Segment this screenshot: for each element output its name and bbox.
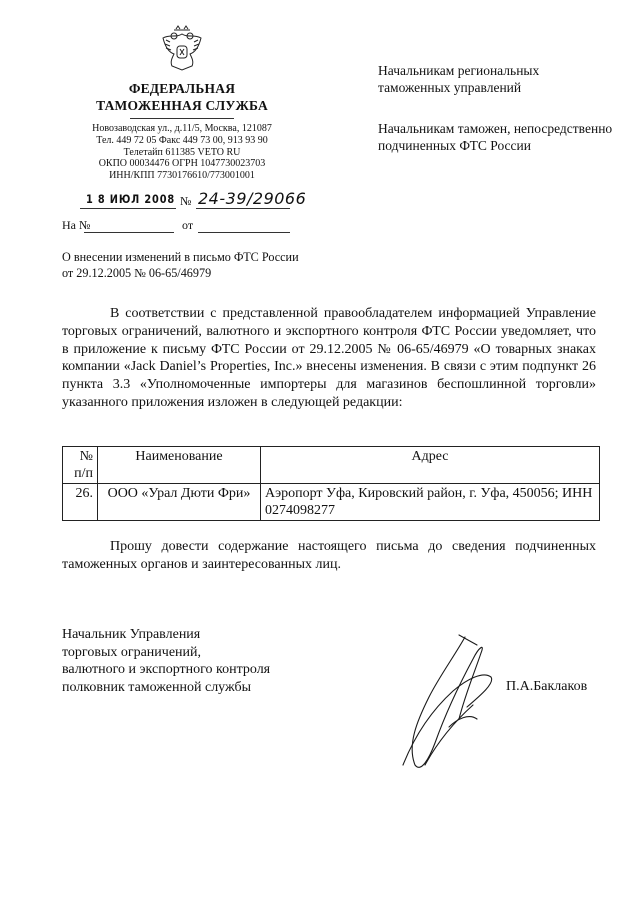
row-number: 26. <box>63 484 98 521</box>
signer-name: П.А.Баклаков <box>506 679 588 694</box>
agency-name-line: ФЕДЕРАЛЬНАЯ <box>128 81 236 96</box>
subject-line: О внесении изменений в письмо ФТС России от 29.12.2005 № 06-65/46979 <box>62 250 299 280</box>
body-paragraph: Прошу довести содержание настоящего письма до сведения подчиненных таможенных органов и заинтересованных лиц. <box>62 539 596 572</box>
table-row <box>63 484 600 521</box>
reference-label: На № <box>62 218 91 232</box>
header-cell-address: Адрес <box>261 447 600 484</box>
signatory-title-line: Начальник Управления <box>62 627 201 642</box>
agency-contacts <box>62 123 302 182</box>
body-paragraph: В соответствии с представленной правообладателем информацией Управление торговых ограничений, валютного и экспортного контроля ФТС России уведомляет, что в приложение к письму ФТС России от 29.12.2005 № 06-65/46979 «О товарных знаках компании «Jack Daniel’s Properties, Inc.» внесены изменения. В связи с этим подпункт 26 пункта 3.3 «Уполномоченные импортеры для магазинов беспошлинной торговли» указанного приложения изложен в следующей редакции: <box>62 306 596 410</box>
signatory-title <box>62 626 362 696</box>
header-cell-name: Наименование <box>98 447 261 484</box>
addressee-regional: Начальникам региональных таможенных управлений <box>378 63 540 95</box>
number-sign: № <box>180 194 192 208</box>
signatory-title-line: торговых ограничений, <box>62 644 202 660</box>
contact-line: ИНН/КПП 7730176610/773001001 <box>109 170 255 182</box>
double-headed-eagle-icon <box>160 24 204 74</box>
header-number-sign: № <box>79 449 93 464</box>
row-name: ООО «Урал Дюти Фри» <box>98 484 261 521</box>
agency-name-line: ТАМОЖЕННАЯ СЛУЖБА <box>96 98 268 113</box>
handwritten-signature <box>395 615 515 775</box>
date-underline <box>80 208 176 209</box>
addressee-customs: Начальникам таможен, непосредственно подчиненных ФТС России <box>378 121 613 153</box>
agency-name <box>62 80 302 114</box>
from-underline <box>198 232 290 233</box>
contact-line: Новозаводская ул., д.11/5, Москва, 121087 <box>92 123 272 134</box>
number-underline <box>196 208 290 209</box>
from-label: от <box>182 218 194 232</box>
table-header-row <box>63 447 600 484</box>
header-cell-number <box>63 447 98 484</box>
contact-line: Тел. 449 72 05 Факс 449 73 00, 913 93 90 <box>96 134 268 146</box>
reference-underline <box>84 232 174 233</box>
registration-number: 24-39/29066 <box>198 189 307 208</box>
contact-line: ОКПО 00034476 ОГРН 1047730023703 <box>98 158 266 170</box>
importers-table <box>62 446 600 521</box>
signatory-title-line: валютного и экспортного контроля <box>62 662 271 677</box>
registration-date-stamp: 1 8 ИЮЛ 2008 <box>86 192 175 206</box>
signatory-title-line: полковник таможенной службы <box>62 679 252 695</box>
header-number-abbr: п/п <box>74 466 93 481</box>
contact-line: Телетайп 611385 VETO RU <box>123 146 241 158</box>
header-divider <box>130 118 234 119</box>
row-address: Аэропорт Уфа, Кировский район, г. Уфа, 450056; ИНН 0274098277 <box>261 484 600 521</box>
